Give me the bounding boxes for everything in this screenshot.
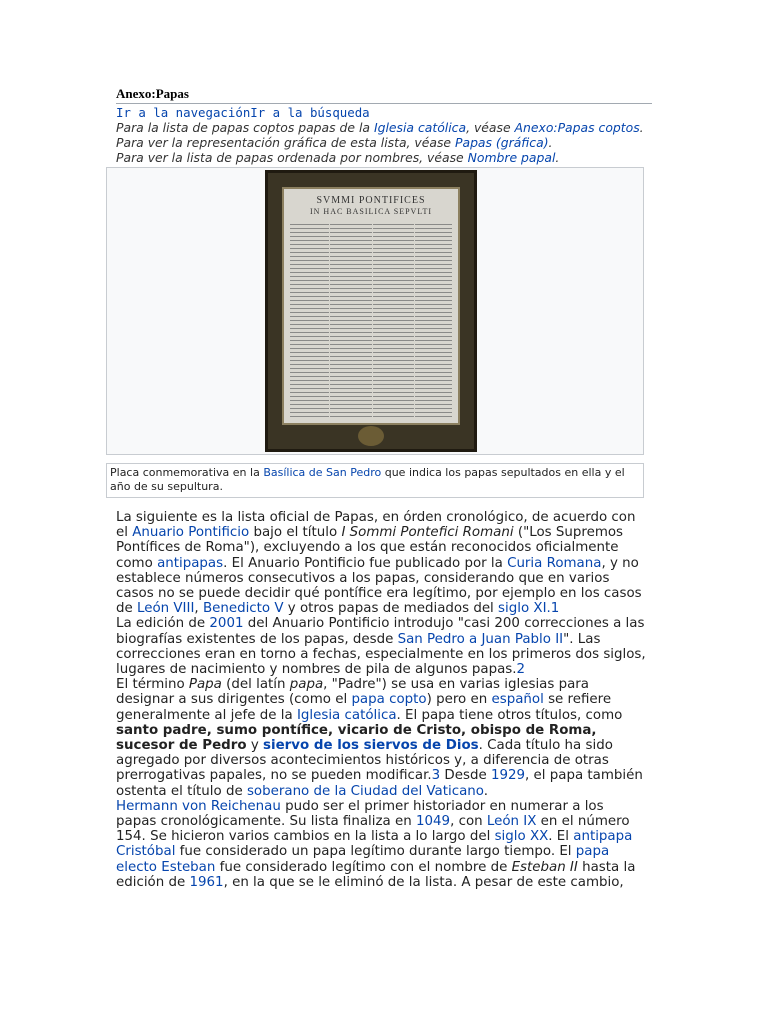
hatnote-text: .: [548, 135, 553, 150]
text: del Anuario Pontificio introdujo "casi 200 correcciones a las biografías existentes de los papas, desde: [116, 616, 645, 647]
link-1929[interactable]: 1929: [490, 768, 526, 784]
text: bajo el título: [249, 525, 342, 541]
plaque-marble: [282, 187, 460, 425]
link-siglo-xx[interactable]: siglo XX: [494, 829, 549, 845]
text: El término: [116, 677, 189, 693]
hatnote-nombres: [116, 150, 652, 165]
page-title: Anexo:Papas: [116, 86, 189, 101]
text: fue considerado legítimo con el nombre de: [215, 859, 512, 875]
plaque-column-gap: [372, 221, 373, 417]
text: , en la que se le eliminó de la lista. A pesar de este cambio,: [223, 874, 624, 890]
text: , el papa también ostenta el título de: [116, 768, 643, 799]
plaque-ornament: [358, 426, 384, 446]
link-espanol[interactable]: español: [491, 692, 544, 708]
plaque-column-gap: [329, 221, 330, 417]
link-anexo-papas-coptos[interactable]: Anexo:Papas coptos: [514, 120, 640, 135]
text: , y no establece números consecutivos a los papas, considerando que en varios casos no se puede decidir qué pontífice era legítimo, por ejemplo en los casos de: [116, 555, 642, 617]
link-benedicto-v[interactable]: Benedicto V: [202, 601, 284, 617]
text-italic: Esteban II: [511, 859, 578, 875]
hatnote-text: , véase: [466, 120, 515, 135]
caption-text: Placa conmemorativa en la: [110, 466, 264, 479]
text: ". Las correcciones eran en torno a fechas, especialmente en los primeros dos siglos, lugares de nacimiento y nombres de pila de algunos papas.: [116, 631, 646, 678]
text: ,: [194, 601, 203, 617]
link-leon-ix[interactable]: León IX: [486, 814, 537, 830]
reference-3[interactable]: 3: [431, 768, 441, 784]
text: fue considerado un papa legítimo durante largo tiempo. El: [175, 844, 576, 860]
text: . Cada título ha sido agregado por diversos acontecimientos históricos y, a diferencia de otras prerrogativas papales, no se pueden modificar.: [116, 738, 613, 784]
plaque-column-gap: [414, 221, 415, 417]
text: y: [246, 738, 264, 754]
hatnote-text: Para la lista de papas coptos papas de la: [116, 120, 374, 135]
title-divider: [116, 103, 652, 104]
text: . El papa tiene otros títulos, como: [396, 707, 623, 723]
text: ) pero en: [426, 692, 492, 708]
jump-to-navigation-link[interactable]: Ir a la navegación: [116, 105, 251, 120]
hatnote-text: Para ver la lista de papas ordenada por nombres, véase: [116, 150, 468, 165]
plaque-inscription: [290, 221, 452, 417]
link-1049[interactable]: 1049: [415, 814, 451, 830]
hatnote-text: .: [555, 150, 560, 165]
text: pudo ser el primer historiador en numerar a los papas cronológicamente. Su lista finaliza en: [116, 798, 604, 830]
text-italic: Papa: [188, 677, 222, 693]
caption-text: que indica los papas sepultados en ella y el año de su sepultura.: [110, 466, 625, 493]
plaque-image[interactable]: [265, 170, 477, 452]
link-siglo-xi[interactable]: siglo XI: [498, 601, 547, 617]
text: y otros papas de mediados del: [283, 601, 499, 617]
plaque-heading-line2: IN HAC BASILICA SEPVLTI: [309, 207, 433, 216]
text: La siguiente es la lista oficial de Papas, en órden cronológico, de acuerdo con el: [116, 510, 636, 541]
text-italic: papa: [289, 677, 324, 693]
hatnote-grafica: [116, 135, 652, 150]
text: hasta la edición de: [116, 859, 636, 890]
text: (del latín: [221, 677, 290, 693]
plaque-figure: [106, 167, 644, 455]
hatnote-text: Para ver la representación gráfica de esta lista, véase: [116, 135, 455, 150]
link-papa-electo-esteban[interactable]: papa electo Esteban: [116, 844, 610, 875]
link-curia-romana[interactable]: Curia Romana: [507, 555, 602, 571]
link-nombre-papal[interactable]: Nombre papal: [467, 150, 556, 165]
paragraph-intro: [116, 510, 646, 616]
plaque-heading-line1: SVMMI PONTIFICES: [316, 195, 426, 206]
link-iglesia-catolica-body[interactable]: Iglesia católica: [296, 707, 397, 723]
link-1961[interactable]: 1961: [189, 874, 224, 890]
link-siervo-de-los-siervos[interactable]: siervo de los siervos de Dios: [263, 738, 479, 754]
article-body: [116, 510, 646, 890]
hatnote-coptos: [116, 120, 652, 135]
text: ("Los Supremos Pontífices de Roma"), excluyendo a los que están reconocidos oficialmente como: [116, 525, 624, 571]
figure-caption: [106, 463, 644, 498]
text: en el número 154. Se hicieron varios cambios en la lista a lo largo del: [116, 814, 630, 845]
text: La edición de: [116, 616, 210, 632]
text: Desde: [440, 768, 491, 784]
link-san-pedro-juan-pablo[interactable]: San Pedro a Juan Pablo II: [397, 631, 564, 647]
text: . El: [548, 829, 574, 845]
text-italic: I Sommi Pontefici Romani: [341, 525, 514, 541]
text: , con: [450, 814, 487, 830]
jump-to-search-link[interactable]: Ir a la búsqueda: [250, 105, 370, 120]
plaque-heading: [284, 189, 458, 217]
link-antipapas[interactable]: antipapas: [157, 555, 224, 571]
link-basilica-san-pedro[interactable]: Basílica de San Pedro: [263, 466, 382, 479]
jump-links: [116, 106, 652, 120]
text-bold: santo padre, sumo pontífice, vicario de Cristo, obispo de Roma, sucesor de Pedro: [116, 722, 597, 754]
link-hermann-von-reichenau[interactable]: Hermann von Reichenau: [116, 798, 281, 814]
text: , "Padre") se usa en varias iglesias para designar a sus dirigentes (como el: [116, 677, 590, 708]
article: [110, 86, 652, 890]
text: .: [483, 783, 488, 799]
hatnote-text: .: [639, 120, 644, 135]
link-papas-grafica[interactable]: Papas (gráfica): [455, 135, 549, 150]
link-papa-copto[interactable]: papa copto: [351, 692, 427, 708]
paragraph-termino: [116, 677, 646, 799]
text: . El Anuario Pontificio fue publicado por la: [223, 555, 508, 571]
link-iglesia-catolica[interactable]: Iglesia católica: [373, 120, 467, 135]
reference-2[interactable]: 2: [516, 662, 526, 678]
link-leon-viii[interactable]: León VIII: [137, 601, 195, 617]
link-2001[interactable]: 2001: [209, 616, 244, 632]
link-anuario-pontificio[interactable]: Anuario Pontificio: [132, 525, 250, 541]
paragraph-hermann: [116, 799, 646, 890]
reference-1[interactable]: .1: [546, 601, 560, 617]
text: se refiere generalmente al jefe de la: [116, 692, 612, 723]
paragraph-2001: [116, 616, 646, 677]
link-antipapa-cristobal[interactable]: antipapa Cristóbal: [116, 829, 633, 860]
link-soberano-vaticano[interactable]: soberano de la Ciudad del Vaticano: [246, 783, 484, 799]
